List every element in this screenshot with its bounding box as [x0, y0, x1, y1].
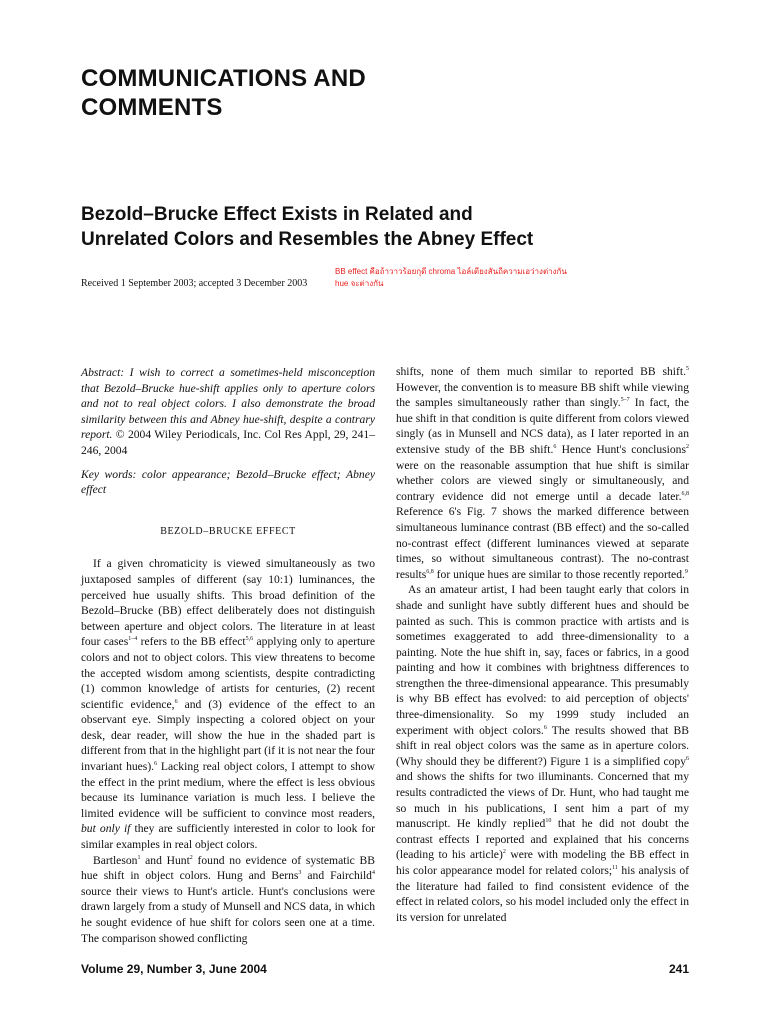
reference-superscript: 5 [686, 366, 689, 372]
article-title-line-1: Bezold–Brucke Effect Exists in Related and [81, 204, 473, 225]
section-heading [81, 64, 681, 122]
text-run: shifts, none of them much similar to reported BB shift. [396, 365, 686, 378]
reference-superscript: 6,8 [426, 568, 434, 575]
reference-superscript: 11 [612, 865, 618, 871]
reference-superscript: 2 [686, 443, 689, 450]
reference-superscript: 2 [502, 849, 506, 856]
reference-superscript: 6,8 [681, 490, 689, 497]
reference-superscript: 6 [174, 698, 178, 705]
section-heading-line-1: COMMUNICATIONS AND [81, 65, 366, 92]
reference-superscript: 6 [543, 724, 547, 731]
text-run: that he did not doubt the contrast effects I reported and explained that his concerns (leading to his article) [396, 817, 689, 862]
text-run: If a given chromaticity is viewed simultaneously as two juxtaposed samples of different (say 10:1) luminances, the perceived hue usually shifts. This broad definition of the Bezold–Brucke (BB) effect deliberately does not distinguish between aperture and object colors. The literature in at least four cases [81, 557, 375, 649]
abstract-citation: © 2004 Wiley Periodicals, Inc. Col Res Appl, 29, 241–246, 2004 [81, 428, 375, 457]
text-run: and Fairchild [301, 869, 372, 883]
text-run: were on the reasonable assumption that hue shift is similar whether colors are viewed singly or simultaneously, and contrary evidence did not emerge until a decade later. [396, 458, 689, 503]
paragraph [396, 582, 689, 925]
reference-superscript: 3 [298, 870, 302, 877]
abstract-text: Abstract: I wish to correct a sometimes-held misconception that Bezold–Brucke hue-shift applies only to aperture colors and not to real object colors. I also demonstrate the broad similarity between this and Abney hue-shift, despite a contrary report. [81, 366, 375, 442]
text-run: they are sufficiently interested in color to look for similar examples in real object colors. [81, 822, 375, 852]
text-run: Reference 6's Fig. 7 shows the marked difference between simultaneous luminance contrast (BB effect) and the so-called no-contrast effect (different luminances viewed at separate times, so without simultaneous contrast). The no-contrast results [396, 505, 689, 581]
left-column [81, 365, 375, 946]
text-run: However, the convention is to measure BB shift while viewing the samples simultaneously rather than singly. [396, 380, 689, 410]
text-run: Bartleson [93, 853, 138, 867]
abstract [81, 365, 375, 459]
annotation-line-1: BB effect คือถ้าวาวร้อยกุดี chroma ไอล์เตียงสันถีความเอว่างต่างกัน [335, 267, 567, 276]
text-run: and shows the shifts for two illuminants. Concerned that my results contradicted the views of Dr. Hunt, who had taught me so much in his publications, I sent him a part of my manuscript. He kindly replied [396, 770, 689, 831]
paragraph [396, 364, 689, 582]
reference-superscript: 6 [553, 443, 557, 450]
right-column [396, 364, 689, 925]
keywords: Key words: color appearance; Bezold–Brucke effect; Abney effect [81, 467, 375, 497]
text-run: In fact, the hue shift in that condition is quite different from colors viewed singly (as in Munsell and NCS data), as I later reported in an extensive study of the BB shift. [396, 396, 689, 456]
handwritten-annotation [335, 266, 565, 290]
article-title-line-2: Unrelated Colors and Resembles the Abney Effect [81, 229, 534, 250]
reference-superscript: 2 [189, 854, 193, 861]
text-run: As an amateur artist, I had been taught early that colors in shade and sunlight have subtly different hues and should be painted as such. This is common practice with artists and is sometimes exaggerated to add three-dimensionality to a painting. Note the hue shift in, say, faces or fabrics, in a good painting and how it combines with brightness differences to strengthen the three-dimensional appearance. This presumably is why BB effect has evolved: to aid perception of objects' three-dimensionality. So my 1999 study included an experiment with object colors. [396, 583, 689, 737]
text-run: and (3) evidence of the effect to an observant eye. Simply inspecting a colored object on your desk, dear reader, will show the hue in the shaded part is different from that in the highlight part (if it is not near the four invariant hues). [81, 697, 375, 774]
reference-superscript: 6 [154, 761, 158, 768]
reference-superscript: 1–4 [128, 636, 138, 643]
article-title [81, 202, 721, 252]
footer-journal-info: Volume 29, Number 3, June 2004 [81, 962, 267, 976]
reference-superscript: 10 [545, 818, 552, 825]
reference-superscript: 5–7 [620, 397, 630, 404]
text-run: Hence Hunt's conclusions [556, 442, 686, 456]
reference-superscript: 9 [684, 568, 688, 575]
footer-page-number: 241 [668, 962, 689, 976]
annotation-line-2: hue จะต่างกัน [335, 279, 384, 288]
text-run: and Hunt [140, 853, 190, 867]
text-run: Lacking real object colors, I attempt to show the effect in the print medium, where the effect is less obvious because its luminance variation is much less. I believe the limited evidence will be sufficient to convince most readers, [81, 760, 375, 820]
text-run: applying only to aperture colors and not to object colors. This view threatens to become the accepted wisdom among scientists, despite contradicting (1) common knowledge of artists for centuries, (2) recent scientific evidence, [81, 635, 375, 711]
text-run: The results showed that BB shift in real object colors was the same as in aperture colors. (Why should they be different?) Figure 1 is a simplified copy [396, 723, 689, 768]
section-heading-line-2: COMMENTS [81, 94, 223, 121]
received-dates: Received 1 September 2003; accepted 3 December 2003 [81, 278, 308, 289]
text-run: found no evidence of systematic BB hue shift in object colors. Hung and Berns [81, 853, 375, 883]
reference-superscript: 1 [137, 854, 141, 861]
text-run: refers to the BB effect [137, 635, 246, 649]
text-run: for unique hues are similar to those recently reported. [433, 567, 685, 581]
text-run: source their views to Hunt's article. Hunt's conclusions were drawn largely from a study of Munsell and NCS data, in which he sought evidence of hue shift for colors seen one at a time. The comparison showed conflicting [81, 884, 375, 945]
subheading-bezold-brucke: BEZOLD–BRUCKE EFFECT [160, 525, 296, 537]
paragraph [81, 853, 375, 947]
reference-superscript: 6 [686, 755, 689, 762]
paragraph [81, 556, 375, 852]
reference-superscript: 4 [371, 870, 375, 877]
text-run: his analysis of the literature had failed to find consistent evidence of the effect in related colors, so his model included only the effect in its version for unrelated [396, 864, 689, 924]
reference-superscript: 5,6 [245, 636, 254, 643]
emphasis: but only if [81, 822, 131, 836]
text-run: were with modeling the BB effect in his color appearance model for related colors; [396, 848, 689, 877]
